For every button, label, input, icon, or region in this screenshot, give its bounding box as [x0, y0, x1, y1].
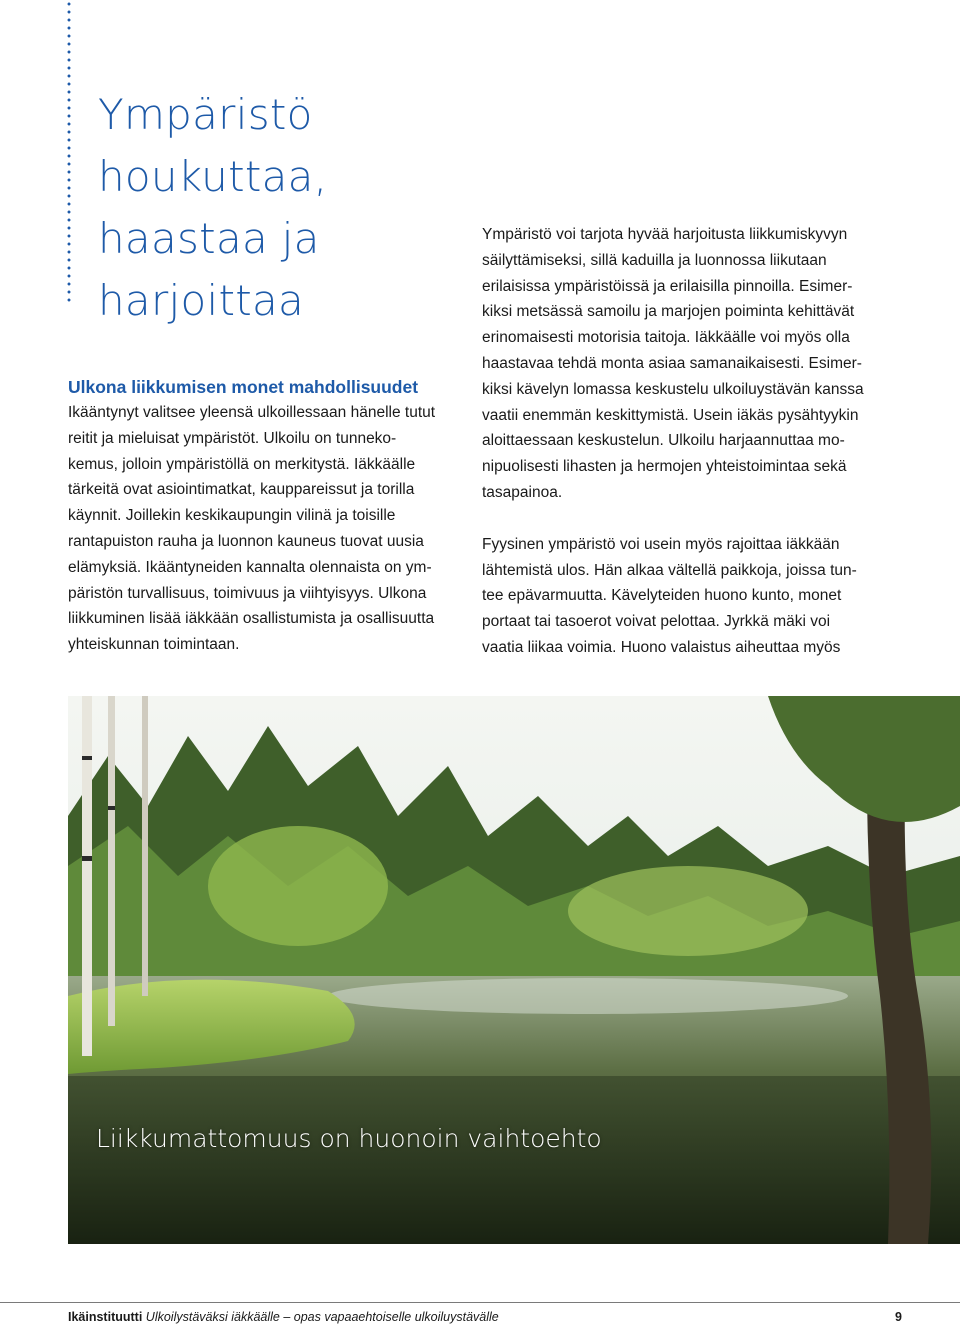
text-line: lähtemistä ulos. Hän alkaa vältellä paikkoja, joissa tun-: [482, 561, 857, 579]
text-line: Ympäristö voi tarjota hyvää harjoitusta liikkumiskyvyn: [482, 226, 848, 243]
title-line: harjoittaa: [98, 276, 305, 325]
text-line: vaatii enemmän keskittymistä. Usein iäkäs pysähtyykin: [482, 406, 859, 424]
footer: [68, 1310, 499, 1324]
title-line: Ympäristö: [98, 90, 313, 139]
text-line: vaatia liikaa voimia. Huono valaistus aiheuttaa myös: [482, 638, 841, 656]
text-line: Ikääntynyt valitsee yleensä ulkoillessaan hänelle tutut: [68, 404, 436, 421]
text-line: haastavaa tehdä monta asiaa samanaikaisesti. Esimer-: [482, 354, 862, 372]
title-line: houkuttaa,: [98, 152, 328, 201]
text-line: käynnit. Joillekin keskikaupungin vilinä ja toisille: [68, 507, 396, 525]
photo-caption: Liikkumattomuus on huonoin vaihtoehto: [96, 1124, 602, 1153]
text-line: kiksi metsässä samoilu ja marjojen poiminta kehittävät: [482, 303, 855, 321]
paragraph-2: [482, 532, 902, 661]
text-line: yhteiskunnan toimintaan.: [68, 636, 240, 654]
text-line: aloittaessaan keskustelun. Ulkoilu harjaannuttaa mo-: [482, 432, 845, 450]
text-line: liikkuminen lisää iäkkään osallistumista ja osallisuutta: [68, 610, 435, 628]
text-line: kiksi kävelyn lomassa keskustelu ulkoiluystävän kanssa: [482, 380, 864, 398]
page-number: 9: [895, 1310, 902, 1324]
text-line: tasapainoa.: [482, 483, 563, 501]
lake-forest-photo: [68, 696, 960, 1244]
photo-illustration: [68, 696, 960, 1244]
footer-organization: Ikäinstituutti: [68, 1310, 143, 1324]
text-line: päristön turvallisuus, toimivuus ja viihtyisyys. Ulkona: [68, 584, 427, 602]
text-line: nipuolisesti lihasten ja hermojen yhteistoimintaa sekä: [482, 458, 847, 476]
text-line: rantapuiston rauha ja luonnon kauneus tuovat uusia: [68, 532, 424, 550]
right-column: [482, 222, 902, 661]
title-line: haastaa ja: [98, 214, 320, 263]
text-line: portaat tai tasoerot voivat pelottaa. Jyrkkä mäki voi: [482, 613, 831, 631]
text-line: kemus, jolloin ympäristöllä on merkitystä. Iäkkäälle: [68, 455, 416, 473]
left-column: [68, 374, 468, 658]
text-line: erilaisissa ympäristöissä ja erilaisilla pinnoilla. Esimer-: [482, 277, 853, 295]
paragraph-1: [482, 222, 902, 506]
text-line: erinomaisesti motorisia taitoja. Iäkkäälle voi myös olla: [482, 329, 850, 347]
page-title: [98, 84, 438, 332]
decorative-dotted-line: [67, 0, 71, 305]
section-subheading: Ulkona liikkumisen monet mahdollisuudet: [68, 377, 419, 397]
footer-divider: [0, 1302, 960, 1303]
text-line: tärkeitä ovat asiointimatkat, kauppareissut ja torilla: [68, 481, 415, 499]
text-line: säilyttämiseksi, sillä kaduilla ja luonnossa liikutaan: [482, 251, 827, 269]
text-line: reitit ja mieluisat ympäristöt. Ulkoilu on tunneko-: [68, 429, 397, 447]
left-body-text: [68, 400, 468, 658]
text-line: Fyysinen ympäristö voi usein myös rajoittaa iäkkään: [482, 535, 840, 553]
text-line: elämyksiä. Ikääntyneiden kannalta olennaista on ym-: [68, 558, 432, 576]
text-line: tee epävarmuutta. Kävelyteiden huono kunto, monet: [482, 587, 842, 605]
footer-publication-title: Ulkoilystäväksi iäkkäälle – opas vapaaehtoiselle ulkoiluystävälle: [145, 1310, 499, 1324]
